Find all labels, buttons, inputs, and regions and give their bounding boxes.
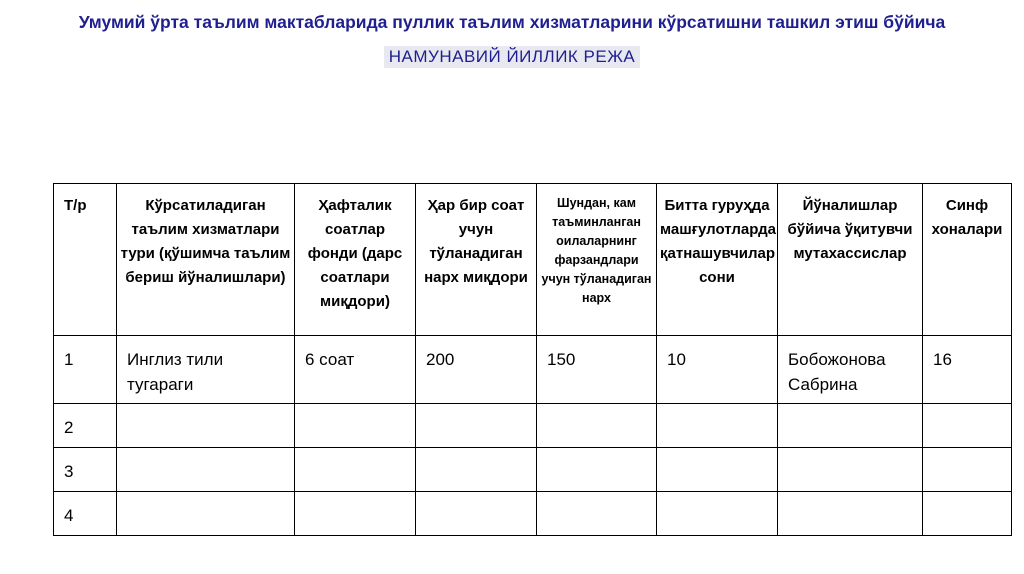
table-cell [295, 404, 416, 448]
table-cell [117, 492, 295, 536]
header-cell-discount-price: Шундан, кам таъминланган оилаларнинг фарзандлари учун тўланадиган нарх [537, 184, 657, 336]
table-cell [923, 404, 1012, 448]
header-cell-weekly-hours: Ҳафталик соатлар фонди (дарс соатлари миқдори) [295, 184, 416, 336]
header-cell-service-type: Кўрсатиладиган таълим хизматлари тури (қўшимча таълим бериш йўналишлари) [117, 184, 295, 336]
table-cell: 16 [923, 336, 1012, 404]
table-cell: 200 [416, 336, 537, 404]
table-cell: Бобожонова Сабрина [778, 336, 923, 404]
header-cell-hourly-price: Ҳар бир соат учун тўланадиган нарх миқдори [416, 184, 537, 336]
table-cell [778, 404, 923, 448]
table-cell [416, 492, 537, 536]
table-cell [416, 404, 537, 448]
table-cell: 150 [537, 336, 657, 404]
table-cell: 3 [54, 448, 117, 492]
table-cell: 4 [54, 492, 117, 536]
table-cell: 10 [657, 336, 778, 404]
page-title: Умумий ўрта таълим мактабларида пуллик таълим хизматларини кўрсатишни ташкил этиш бўйича [78, 12, 946, 32]
header-row [54, 184, 1012, 336]
table-cell [778, 448, 923, 492]
table-cell [537, 404, 657, 448]
table-cell [778, 492, 923, 536]
table-cell [416, 448, 537, 492]
header-cell-classrooms: Синф хоналари [923, 184, 1012, 336]
table-cell [117, 448, 295, 492]
table-row [54, 404, 1012, 448]
table-row [54, 448, 1012, 492]
header-cell-number: Т/р [54, 184, 117, 336]
header-cell-teachers: Йўналишлар бўйича ўқитувчи мутахассислар [778, 184, 923, 336]
table-cell [295, 448, 416, 492]
header-cell-group-size: Битта гуруҳда машғулотларда қатнашувчилар сони [657, 184, 778, 336]
table-cell [295, 492, 416, 536]
page-subtitle: НАМУНАВИЙ ЙИЛЛИК РЕЖА [384, 46, 641, 68]
table-cell [657, 448, 778, 492]
table-cell [923, 448, 1012, 492]
table-cell [923, 492, 1012, 536]
table-cell [537, 492, 657, 536]
table-cell: 1 [54, 336, 117, 404]
table-cell: Инглиз тили тугараги [117, 336, 295, 404]
table-row [54, 492, 1012, 536]
table-cell: 2 [54, 404, 117, 448]
table-cell [657, 404, 778, 448]
annual-plan-table [53, 183, 1012, 536]
table-cell [537, 448, 657, 492]
table-cell: 6 соат [295, 336, 416, 404]
table-cell [117, 404, 295, 448]
table-cell [657, 492, 778, 536]
subtitle-wrap [0, 46, 1024, 68]
table-row [54, 336, 1012, 404]
